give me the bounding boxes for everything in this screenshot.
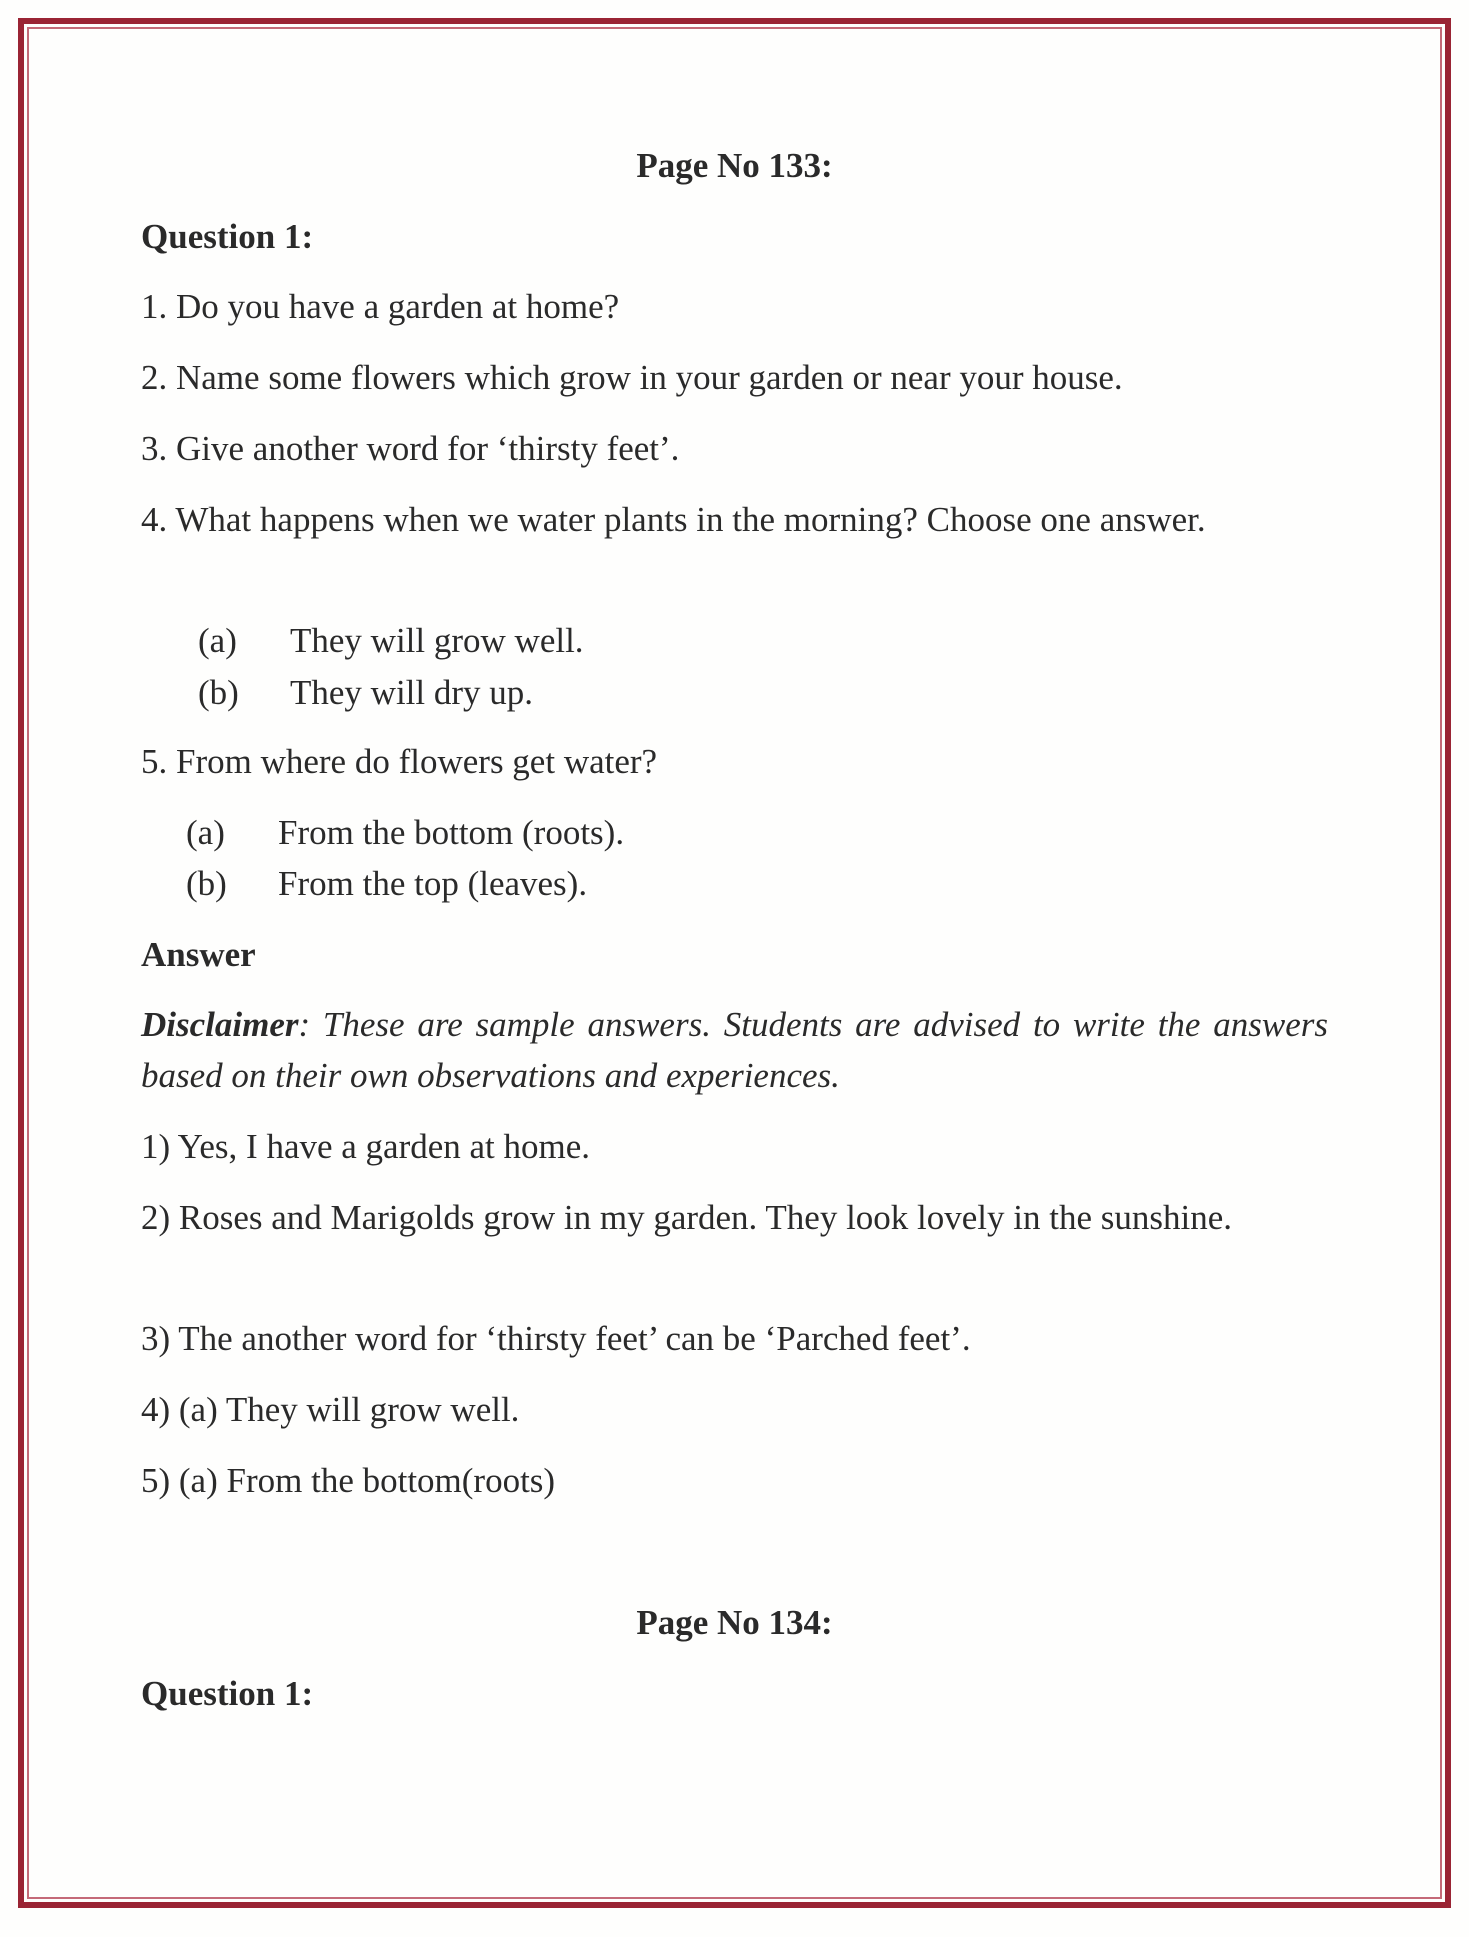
option-text: From the top (leaves). [278,864,588,903]
q5-option-b [186,858,1373,909]
option-label: (b) [186,864,227,903]
option-label: (b) [198,673,239,712]
answer-2: 2) Roses and Marigolds grow in my garden. They look lovely in the sunshine. [141,1198,1233,1237]
disclaimer-label: Disclaimer [141,1005,299,1044]
answer-title: Answer [141,935,256,974]
q4-option-b [198,667,1385,718]
answer-1: 1) Yes, I have a garden at home. [141,1127,591,1166]
q4-option-a [198,615,1385,666]
question-3: 3. Give another word for ‘thirsty feet’. [141,429,680,468]
page-heading-134: Page No 134: [636,1603,833,1642]
question-4: 4. What happens when we water plants in the morning? Choose one answer. [141,500,1206,539]
disclaimer [141,999,1328,1101]
option-text: From the bottom (roots). [278,813,625,852]
q5-option-a [186,807,1373,858]
disclaimer-text: : These are sample answers. Students are advised to write the answers based on their own observations and experiences. [141,1005,1328,1095]
option-text: They will dry up. [290,673,534,712]
question-title: Question 1: [141,217,314,256]
option-text: They will grow well. [290,621,584,660]
answer-5: 5) (a) From the bottom(roots) [141,1461,556,1500]
question-2: 2. Name some flowers which grow in your garden or near your house. [141,358,1123,397]
question-5: 5. From where do flowers get water? [141,742,658,781]
answer-3: 3) The another word for ‘thirsty feet’ can be ‘Parched feet’. [141,1319,971,1358]
question-title-134: Question 1: [141,1674,314,1713]
page-heading-133: Page No 133: [636,146,833,185]
option-label: (a) [198,621,237,660]
question-1: 1. Do you have a garden at home? [141,287,620,326]
option-label: (a) [186,813,225,852]
answer-4: 4) (a) They will grow well. [141,1390,520,1429]
